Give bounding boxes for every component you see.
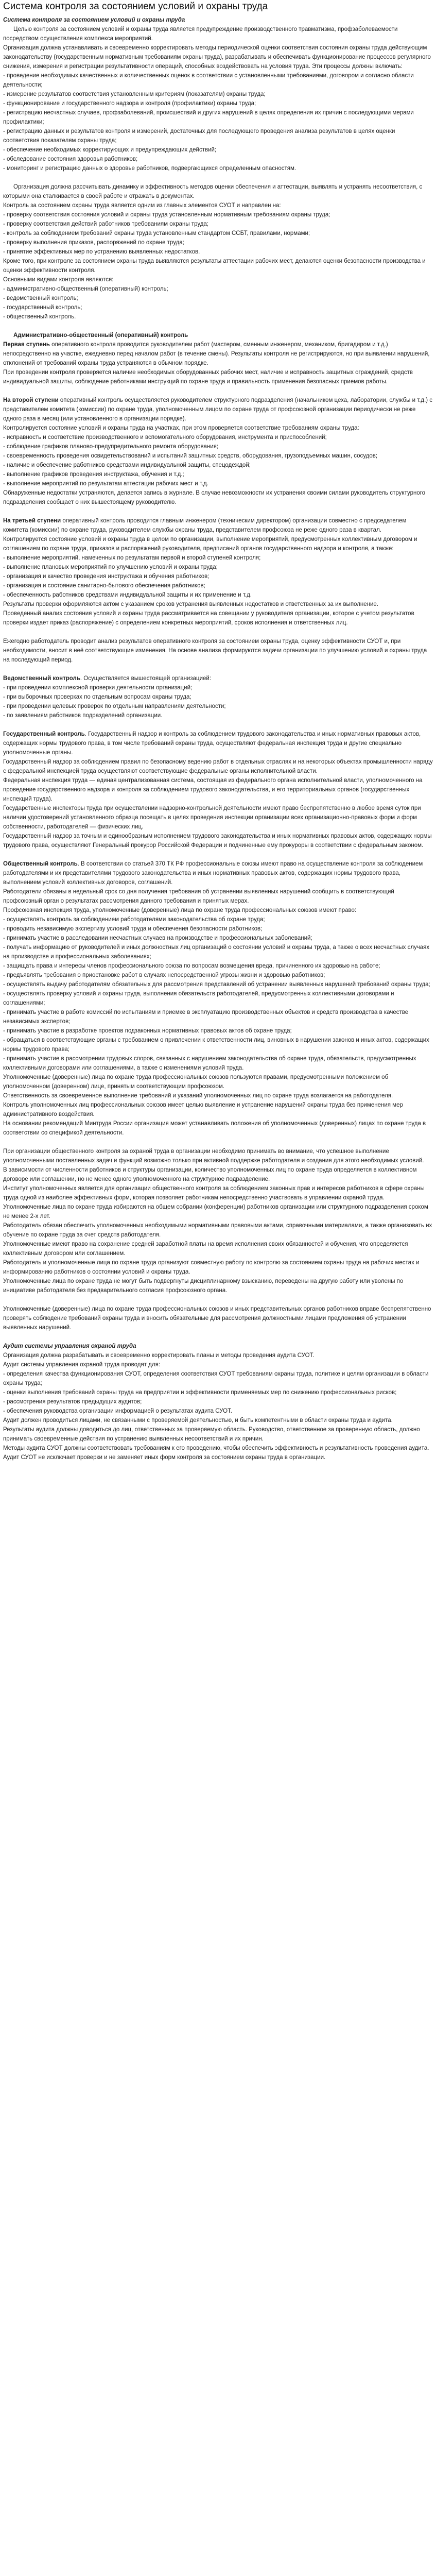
paragraph (3, 1184, 433, 1202)
paragraph-text: Контролируется состояние условий и охраны труда на участках, при этом проверяется соответствие требованиям охраны труда: (3, 425, 359, 431)
paragraph-text: Работодатель и уполномоченные лица по охране труда организуют совместную работу по контролю за состоянием охраны труда на рабочих местах и информированию работников о состоянии условий и охраны труда. (3, 1260, 420, 1275)
paragraph-text: - принимать участие в работе комиссий по испытаниям и приемке в эксплуатацию производственных объектов и средств производства в качестве независимых экспертов; (3, 1009, 409, 1025)
paragraph-text: - своевременность проведения освидетельствований и испытаний защитных средств, оборудования, грузоподъемных машин, сосудов; (3, 453, 378, 459)
paragraph (3, 776, 433, 804)
section-0 (3, 15, 433, 173)
paragraph-lead: Государственный контроль (3, 731, 85, 737)
paragraph-text: Работодатели обязаны в недельный срок со дня получения требования об устранении выявленных нарушений сообщить в соответствующий профсоюзный орган о результатах рассмотрения данного требования и принятых мерах. (3, 889, 394, 904)
paragraph-lead: Ведомственный контроль (3, 675, 80, 682)
paragraph-text: Контролируется состояние условий и охраны труда в целом по организации, выполнение мероприятий, предусмотренных коллективным договором и соглашением по охране труда, приказов и распоряжений руководителя, предписаний органов государственного надзора и контроля, а также: (3, 536, 417, 552)
paragraph (3, 1416, 433, 1425)
paragraph-text: - обследование состояния здоровья работников; (3, 156, 138, 162)
paragraph-text: - проверку соответствия действий работников требованиям охраны труда; (3, 221, 209, 227)
paragraph (3, 1444, 433, 1453)
paragraph-text: Обнаруженные недостатки устраняются, делается запись в журнале. В случае невозможности их устранения своими силами руководитель структурного подразделения сообщает о них вышестоящему руководителю. (3, 490, 426, 505)
paragraph-text: - проведение необходимых качественных и количественных оценок в соответствии с установленными требованиями, договором и согласно области деятельности; (3, 73, 414, 88)
section-gap (3, 850, 433, 859)
section-gap (3, 386, 433, 396)
paragraph-text: - обеспечение необходимых корректирующих и предупреждающих действий; (3, 147, 217, 153)
paragraph-text: Уполномоченные (доверенные) лица по охране труда профессиональных союзов пользуются правами, предусмотренными положением об уполномоченном (доверенном) лице, принятым соответствующим профсоюзом. (3, 1074, 389, 1090)
paragraph (3, 572, 433, 581)
paragraph (3, 1304, 433, 1332)
paragraph-text: Аудит должен проводиться лицами, не связанными с проверяемой деятельностью, и быть компетентными в области охраны труда и аудита. (3, 1417, 393, 1423)
paragraph (3, 1026, 433, 1036)
section-gap (3, 173, 433, 182)
paragraph (3, 433, 433, 442)
paragraph (3, 961, 433, 971)
paragraph (3, 1425, 433, 1444)
paragraph (3, 25, 433, 43)
paragraph (3, 1360, 433, 1369)
paragraph-text: Уполномоченные лица по охране труда не могут быть подвергнуты дисциплинарному взысканию, переведены на другую работу или уволены по инициативе работодателя без предварительного согласия профсоюзного органа. (3, 1278, 404, 1294)
section-heading: Административно-общественный (оперативный) контроль (13, 332, 188, 338)
section-9 (3, 1147, 433, 1295)
paragraph-text: - осуществлять контроль за соблюдением работодателями законодательства об охране труда; (3, 917, 265, 923)
paragraph-text: Организация должна разрабатывать и своевременно корректировать планы и методы проведения аудита СУОТ. (3, 1352, 315, 1359)
paragraph-text: - при выборочных проверках по отдельным вопросам охраны труда; (3, 694, 191, 700)
paragraph (3, 674, 433, 683)
paragraph-text: Ответственность за своевременное выполнение требований и указаний уполномоченных лиц по охране труда возлагается на работодателя. (3, 1093, 393, 1099)
paragraph-text: Основными видами контроля являются: (3, 277, 114, 283)
paragraph (3, 692, 433, 702)
paragraph (3, 479, 433, 488)
paragraph (3, 108, 433, 127)
document-body (3, 15, 433, 1462)
paragraph-text: - рассмотрения результатов предыдущих аудитов; (3, 1399, 142, 1405)
paragraph (3, 423, 433, 433)
paragraph-text: Кроме того, при контроле за состоянием охраны труда выявляются результаты аттестации рабочих мест, делаются оценки безопасности производства и оценки эффективности контроля. (3, 258, 426, 274)
paragraph (3, 312, 433, 321)
paragraph-text: - оценки выполнения требований охраны труда на предприятии и эффективности применяемых мер по снижению профессиональных рисков; (3, 1389, 397, 1396)
section-gap (3, 1332, 433, 1342)
paragraph (3, 637, 433, 665)
paragraph (3, 702, 433, 711)
paragraph (3, 1388, 433, 1397)
paragraph (3, 294, 433, 303)
paragraph-lead: На второй ступени (3, 397, 59, 403)
paragraph-text: В зависимости от численности работников и структуры организации, количество уполномоченных лиц по охране труда определяется в коллективном договоре или соглашении, но не менее одного уполномоченного на структурное подразделение. (3, 1167, 417, 1182)
paragraph (3, 581, 433, 590)
paragraph-text: - защищать права и интересы членов профессионального союза по вопросам возмещения вреда, причиненного их здоровью на работе; (3, 963, 380, 969)
paragraph-text: - ведомственный контроль; (3, 295, 78, 301)
paragraph (3, 924, 433, 934)
paragraph-text: - обращаться в соответствующие органы с требованием о привлечении к ответственности лиц, виновных в нарушении законов и иных актов, содержащих нормы трудового права; (3, 1037, 429, 1053)
paragraph (3, 127, 433, 145)
paragraph-text: . В соответствии со статьей 370 ТК РФ профессиональные союзы имеют право на осуществление контроля за соблюдением работодателями и их представителями трудового законодательства и иных нормативных правовых актов, содержащих нормы трудового права, выполнением условий коллективных договоров, соглашений. (3, 861, 423, 886)
paragraph (3, 257, 433, 275)
paragraph-text: Аудит системы управления охраной труда проводят для: (3, 1362, 161, 1368)
section-2 (3, 331, 433, 386)
paragraph-text: - определения качества функционирования СУОТ, определения соответствия СУОТ требованиям охраны труда, политике и целям организации в области охраны труда; (3, 1371, 429, 1386)
paragraph (3, 1036, 433, 1054)
paragraph (3, 1091, 433, 1100)
paragraph-text: - функционирование и государственного надзора и контроля (профилактики) охраны труда; (3, 100, 256, 107)
paragraph (3, 832, 433, 850)
paragraph-text: Целью контроля за состоянием условий и охраны труда является предупреждение производственного травматизма, профзаболеваемости посредством осуществления комплекса мероприятий. (3, 26, 398, 42)
paragraph-text: - получать информацию от руководителей и иных должностных лиц организаций о состоянии условий и охраны труда, а также о всех несчастных случаях на производстве и профессиональных заболеваниях; (3, 944, 430, 960)
paragraph-lead: Общественный контроль (3, 861, 78, 867)
paragraph (3, 210, 433, 219)
paragraph-text: - измерение результатов соответствия установленным критериям (показателям) охраны труда; (3, 91, 266, 97)
paragraph (3, 804, 433, 832)
page-title: Система контроля за состоянием условий и охраны труда (3, 1, 268, 12)
paragraph-text: - при проведении комплексной проверки деятельности организаций; (3, 685, 193, 691)
paragraph (3, 43, 433, 71)
paragraph-text: - по заявлениям работников подразделений организации. (3, 713, 163, 719)
paragraph-text: оперативный контроль проводится главным инженером (техническим директором) организации совместно с председателем комитета (комиссии) по охране труда, руководителем службы охраны труда, представителем профсоюза не реже одного раза в квартал. (3, 518, 407, 533)
section-gap (3, 665, 433, 674)
paragraph (3, 590, 433, 600)
paragraph-text: - организация и состояние санитарно-бытового обеспечения работников; (3, 583, 205, 589)
paragraph (3, 1240, 433, 1258)
section-gap (3, 321, 433, 331)
paragraph-text: - проверку выполнения приказов, распоряжений по охране труда; (3, 240, 184, 246)
paragraph-text: - принимать участие в разработке проектов подзаконных нормативных правовых актов об охране труда; (3, 1028, 292, 1034)
paragraph (3, 915, 433, 924)
paragraph (3, 1369, 433, 1388)
paragraph (3, 934, 433, 943)
paragraph (3, 600, 433, 609)
paragraph (3, 1453, 433, 1462)
paragraph (3, 1202, 433, 1221)
paragraph-text: - выполнение мероприятий по результатам аттестации рабочих мест и т.д. (3, 481, 208, 487)
paragraph (3, 238, 433, 247)
paragraph-text: При организации общественного контроля за охраной труда в организации необходимо принимать во внимание, что успешное выполнение уполномоченными поставленных задач и функций возможно только при активной поддержке работодателя и создания для этого необходимых условий. (3, 1148, 424, 1164)
paragraph-text: - соблюдение графиков планово-предупредительного ремонта оборудования; (3, 444, 219, 450)
paragraph-text: - выполнение графиков проведения инструктажа, обучения и т.д.; (3, 471, 184, 478)
paragraph (3, 1100, 433, 1119)
paragraph (3, 145, 433, 155)
section-gap (3, 1295, 433, 1304)
paragraph (3, 989, 433, 1008)
paragraph-text: - предъявлять требования о приостановке работ в случаях непосредственной угрозы жизни и здоровью работников; (3, 972, 325, 978)
paragraph (3, 247, 433, 257)
section-1 (3, 182, 433, 321)
paragraph (3, 563, 433, 572)
paragraph-text: - при проведении целевых проверок по отдельным направлениям деятельности; (3, 703, 226, 709)
paragraph (3, 182, 433, 201)
paragraph (3, 980, 433, 989)
section-5 (3, 637, 433, 665)
paragraph (3, 90, 433, 99)
paragraph-text: Федеральная инспекция труда — единая централизованная система, состоящая из федерального органа исполнительной власти, уполномоченного на проведение государственного надзора и контроля за соблюдением трудового законодательства, и его территориальных органов (государственных инспекций труда). (3, 777, 423, 802)
paragraph (3, 1221, 433, 1240)
paragraph (3, 1054, 433, 1073)
paragraph-text: Контроль уполномоченных лиц профессиональных союзов имеет целью выявление и устранение нарушений охраны труда без применения мер административного воздействия. (3, 1102, 403, 1117)
paragraph-text: Государственный надзор за точным и единообразным исполнением трудового законодательства и иных нормативных правовых актов, содержащих нормы трудового права, осуществляют Генеральный прокурор Российской Федерации и подчиненные ему прокуроры в соответствии с федеральным законом. (3, 833, 432, 849)
paragraph-text: оперативный контроль осуществляется руководителем структурного подразделения (начальником цеха, лаборатории, службы и т.д.) с представителем комитета (комиссии) по охране труда, уполномоченным лицом по охране труда от профсоюзной организации периодически не реже одного раза в месяц (или установленного в организации порядке). (3, 397, 433, 422)
paragraph-text: - обеспеченность работников средствами индивидуальной защиты и их применение и т.д. (3, 592, 252, 598)
paragraph-text: - выполнение мероприятий, намеченных по результатам первой и второй ступеней контроля; (3, 555, 261, 561)
paragraph-text: Результаты аудита должны доводиться до лиц, ответственных за проверяемую область. Руководство, ответственное за проверенную область, должно принимать своевременные действия по устранению выявленных несоответствий и их причин. (3, 1427, 420, 1442)
section-gap (3, 720, 433, 730)
paragraph (3, 229, 433, 238)
paragraph-text: При проведении контроля проверяется наличие необходимых оборудованных рабочих мест, наличие и исправность защитных ограждений, средств индивидуальной защиты, соблюдение работниками инструкций по охране труда и правильность применения безопасных приемов работы. (3, 369, 413, 385)
paragraph (3, 303, 433, 312)
paragraph (3, 609, 433, 628)
paragraph (3, 275, 433, 284)
paragraph (3, 284, 433, 294)
paragraph (3, 943, 433, 961)
section-10 (3, 1304, 433, 1332)
paragraph-text: Государственный надзор за соблюдением правил по безопасному ведению работ в отдельных отраслях и на некоторых объектах промышленности наряду с федеральной инспекцией труда осуществляют соответствующие федеральные органы исполнительной власти. (3, 759, 433, 774)
paragraph-text: Методы аудита СУОТ должны соответствовать требованиям к его проведению, чтобы обеспечить эффективность и результативность проведения аудита. (3, 1445, 429, 1451)
paragraph-text: Аудит СУОТ не исключает проверки и не заменяет иных форм контроля за состоянием охраны труда в организации. (3, 1454, 326, 1461)
paragraph (3, 470, 433, 479)
paragraph-text: - принимать участие в расследовании несчастных случаев на производстве и профессиональных заболеваний; (3, 935, 312, 941)
paragraph-lead: Первая ступень (3, 342, 50, 348)
paragraph (3, 396, 433, 423)
paragraph (3, 219, 433, 229)
paragraph-text: - проводить независимую экспертизу условий труда и обеспечения безопасности работников; (3, 926, 263, 932)
paragraph (3, 1406, 433, 1416)
paragraph-text: - исправность и соответствие производственного и вспомогательного оборудования, инструмента и приспособлений; (3, 434, 327, 440)
paragraph (3, 442, 433, 451)
paragraph (3, 535, 433, 553)
paragraph-text: Контроль за состоянием охраны труда является одним из главных элементов СУОТ и направлен на: (3, 202, 281, 209)
section-4 (3, 516, 433, 628)
paragraph-text: . Осуществляется вышестоящей организацией: (80, 675, 212, 682)
paragraph-text: Государственные инспекторы труда при осуществлении надзорно-контрольной деятельности имеют право беспрепятственно в любое время суток при наличии удостоверений установленного образца посещать в целях проведения инспекции организации всех организационно-правовых форм и форм собственности, работодателей — физических лиц. (3, 805, 421, 830)
paragraph-text: - осуществлять выдачу работодателям обязательных для рассмотрения представлений об устранении выявленных нарушений требований охраны труда; (3, 981, 430, 988)
paragraph-text: оперативного контроля проводится руководителем работ (мастером, сменным инженером, механиком, бригадиром и т.д.) непосредственно на участке, ежедневно перед началом работ (в течение смены). Результаты контроля не регистрируются, но при выявлении нарушений, отклонений от требований охраны труда устраняются в обычном порядке. (3, 342, 430, 366)
paragraph (3, 683, 433, 692)
paragraph-text: Результаты проверки оформляются актом с указанием сроков устранения выявленных недостатков и ответственных за их выполнение. (3, 601, 379, 607)
paragraph-text: - принятие эффективных мер по устранению выявленных недостатков. (3, 249, 200, 255)
paragraph-text: Институт уполномоченных является для организации общественного контроля за соблюдением законных прав и интересов работников в сфере охраны труда одной из наиболее эффективных форм, которая позволяет работникам непосредственно участвовать в управлении охраной труда. (3, 1185, 425, 1201)
paragraph-text: Организация должна рассчитывать динамику и эффективность методов оценки обеспечения и аттестации, выявлять и устранять несоответствия, с которыми она сталкивается в своей работе и отражать в документах. (3, 184, 423, 199)
paragraph (3, 711, 433, 720)
paragraph (3, 340, 433, 368)
paragraph-text: Уполномоченные лица по охране труда избираются на общем собрании (конференции) работников организации или структурного подразделения сроком не менее 2-х лет. (3, 1204, 428, 1219)
section-6 (3, 674, 433, 720)
section-8 (3, 859, 433, 1138)
section-heading: Система контроля за состоянием условий и охраны труда (3, 17, 185, 23)
paragraph (3, 1073, 433, 1091)
paragraph (3, 1119, 433, 1138)
section-gap (3, 628, 433, 637)
section-11 (3, 1342, 433, 1462)
paragraph-text: - проверку соответствия состояния условий и охраны труда установленным нормативным требованиям охраны труда; (3, 212, 330, 218)
paragraph (3, 1147, 433, 1165)
paragraph-text: - осуществлять проверку условий и охраны труда, выполнения обязательств работодателей, предусмотренных коллективными договорами и соглашениями; (3, 991, 394, 1006)
paragraph-text: Организация должна устанавливать и своевременно корректировать методы периодической оценки соответствия состояния охраны труда действующим законодательству (государственным нормативным требованиям охраны труда), разрабатывать и обеспечивать функционирование процессов регулярного снижения, измерения и регистрации результативности операций, способных воздействовать на условия труда. Эти процессы должны включать: (3, 45, 431, 70)
paragraph-text: . Государственный надзор и контроль за соблюдением трудового законодательства и иных нормативных правовых актов, содержащих нормы трудового права, в том числе требований охраны труда, осуществляют федеральная инспекция труда и другие специально уполномоченные органы. (3, 731, 421, 756)
paragraph-text: - организация и качество проведения инструктажа и обучения работников; (3, 573, 210, 580)
section-heading: Аудит системы управления охраной труда (3, 1343, 136, 1349)
section-7 (3, 730, 433, 850)
paragraph-text: - государственный контроль; (3, 304, 82, 311)
paragraph (3, 461, 433, 470)
section-3 (3, 396, 433, 507)
paragraph (3, 516, 433, 535)
paragraph (3, 906, 433, 915)
paragraph-text: - выполнение плановых мероприятий по улучшению условий и охраны труда; (3, 564, 218, 570)
paragraph (3, 368, 433, 386)
paragraph (3, 99, 433, 108)
paragraph-text: - принимать участие в рассмотрении трудовых споров, связанных с нарушением законодательства об охране труда, обязательств, предусмотренных коллективными договорами или соглашениями, а также с изменениями условий труда. (3, 1056, 416, 1071)
paragraph (3, 971, 433, 980)
paragraph (3, 1351, 433, 1360)
paragraph-text: Работодатель обязан обеспечить уполномоченных необходимыми нормативными правовыми актами, справочными материалами, а также организовать их обучение по охране труда за счет средств работодателя. (3, 1223, 432, 1238)
paragraph-text: - контроль за соблюдением требований охраны труда установленным стандартом ССБТ, правилами, нормами; (3, 230, 310, 236)
paragraph-text: - обеспечения руководства организации информацией о результатах аудита СУОТ. (3, 1408, 232, 1414)
paragraph (3, 1277, 433, 1295)
paragraph (3, 553, 433, 563)
paragraph (3, 1165, 433, 1184)
paragraph-lead: На третьей ступени (3, 518, 61, 524)
paragraph-text: - общественный контроль. (3, 314, 76, 320)
paragraph (3, 201, 433, 210)
paragraph (3, 1258, 433, 1277)
paragraph-text: - регистрацию данных и результатов контроля и измерений, достаточных для последующего проведения анализа результатов в целях оценки соответствия показателям охраны труда; (3, 128, 395, 144)
paragraph-text: - регистрацию несчастных случаев, профзаболеваний, происшествий и других нарушений в целях определения их причин с последующими мерами профилактики; (3, 110, 414, 125)
paragraph-text: - административно-общественный (оперативный) контроль; (3, 286, 168, 292)
section-gap (3, 507, 433, 516)
paragraph (3, 1008, 433, 1026)
paragraph (3, 155, 433, 164)
paragraph (3, 859, 433, 887)
paragraph-text: - наличие и обеспечение работников средствами индивидуальной защиты, спецодеждой; (3, 462, 251, 468)
paragraph (3, 1397, 433, 1406)
paragraph-text: Проведенный анализ состояния условий и охраны труда рассматривается на совещании у руководителя организации, которое с учетом результатов проверки издает приказ (распоряжение) с определением конкретных мероприятий, сроков исполнения и ответственных лиц. (3, 611, 414, 626)
paragraph (3, 730, 433, 757)
paragraph-text: Ежегодно работодатель проводит анализ результатов оперативного контроля за состоянием охраны труда, оценку эффективности СУОТ и, при необходимости, вносит в неё соответствующие изменения. На основе анализа формируются задачи организации по улучшению условий и охраны труда на последующий период. (3, 638, 427, 663)
paragraph (3, 488, 433, 507)
paragraph-text: - мониторинг и регистрацию данных о здоровье работников, подвергающихся определенным опасностям. (3, 165, 297, 172)
paragraph (3, 887, 433, 906)
paragraph (3, 71, 433, 90)
section-gap (3, 1138, 433, 1147)
paragraph (3, 451, 433, 461)
paragraph (3, 164, 433, 173)
paragraph (3, 757, 433, 776)
paragraph-text: Уполномоченные (доверенные) лица по охране труда профессиональных союзов и иных представительных органов работников вправе беспрепятственно проверять соблюдение требований охраны труда и вносить обязательные для рассмотрения должностными лицами предложения об устранении выявленных нарушений. (3, 1306, 431, 1331)
paragraph-text: Профсоюзная инспекция труда, уполномоченные (доверенные) лица по охране труда профессиональных союзов имеют право: (3, 907, 357, 913)
paragraph-text: Уполномоченные имеют право на сохранение средней заработной платы на время исполнения своих обязанностей и обучения, что определяется коллективным договором или соглашением. (3, 1241, 408, 1257)
paragraph-text: На основании рекомендаций Минтруда России организация может устанавливать положения об уполномоченных (доверенных) лицах по охране труда в соответствии со спецификой деятельности. (3, 1121, 426, 1136)
